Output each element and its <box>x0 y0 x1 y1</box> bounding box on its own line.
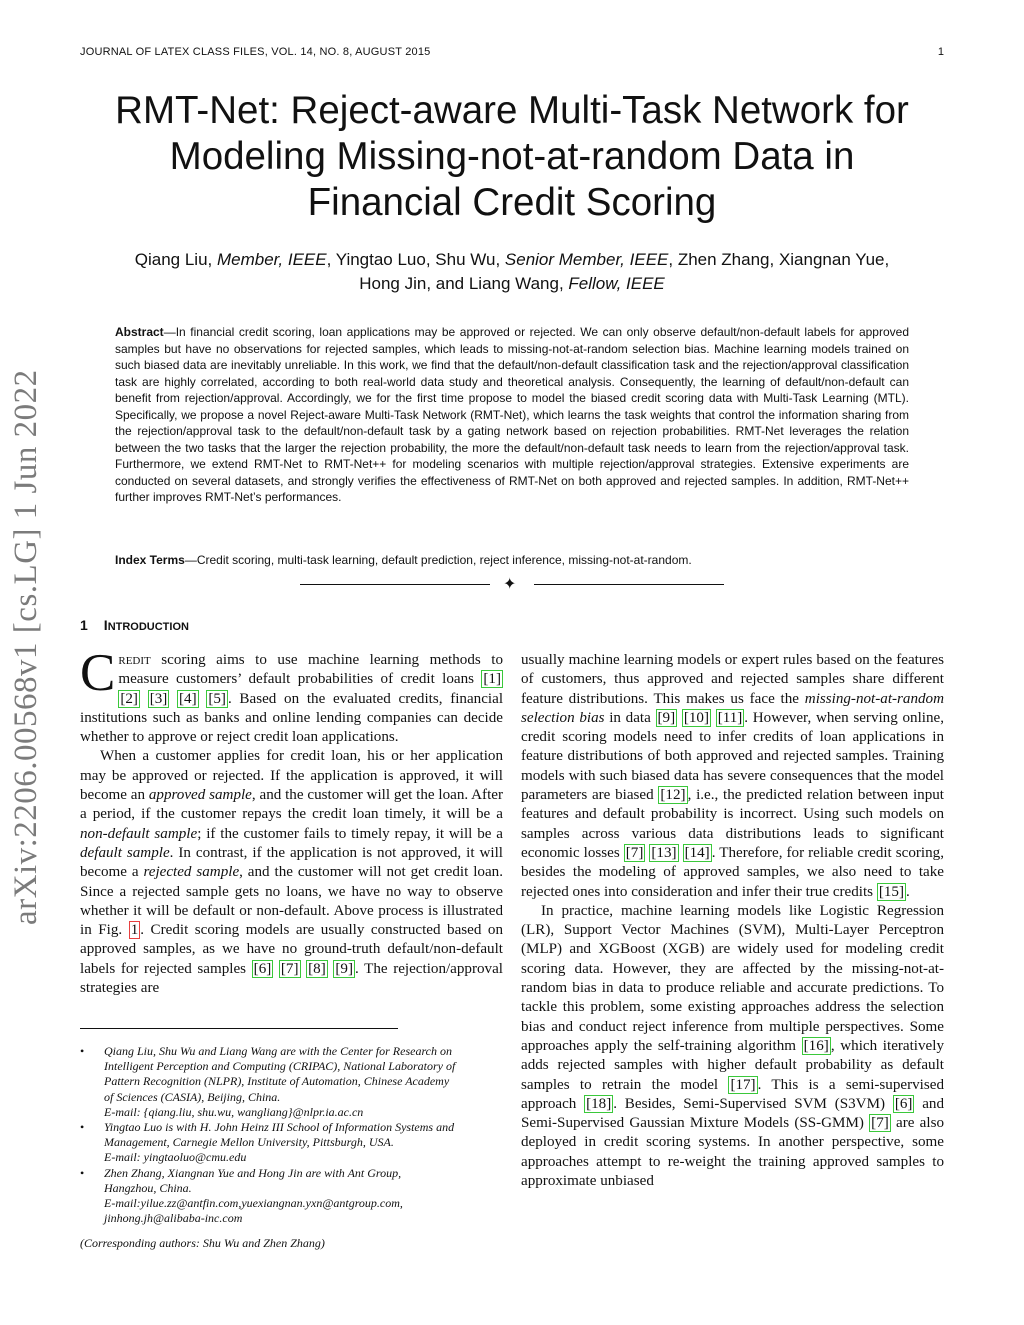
citation-link[interactable]: [15] <box>878 883 904 900</box>
paragraph <box>80 747 503 998</box>
arxiv-identifier: arXiv:2206.00568v1 [cs.LG] 1 Jun 2022 <box>8 369 44 925</box>
emphasis: non-default sample <box>80 825 198 842</box>
citation-link[interactable]: [7] <box>280 960 299 977</box>
citation-link[interactable]: [7] <box>871 1115 889 1132</box>
text: . The rejection/approval strategies are <box>80 960 503 997</box>
citation-link[interactable]: [16] <box>803 1037 829 1054</box>
author-role: Fellow, IEEE <box>568 274 665 293</box>
citation-link[interactable]: [3] <box>149 690 168 707</box>
abstract-text: —In financial credit scoring, loan applications may be approved or rejected. We can only observe default/non-default labels for approved samples but have no observations for rejected samples, which leads to missing-not-at-random selection bias. Machine learning models trained on such biased data are inevitably unreliable. In this work, we find that the default/non-default classification task and the rejection/approval classification task are highly correlated, according to both real-world data study and theoretical analysis. Consequently, the learning of default/non-default can benefit from rejection/approval. Accordingly, we for the first time propose to model the biased credit scoring data with Multi-Task Learning (MTL). Specifically, we propose a novel Reject-aware Multi-Task Network (RMT-Net), which learns the task weights that control the information sharing from the rejection/approval task to the default/non-default task by a gating network based on rejection probabilities. RMT-Net leverages the relation between the two tasks that the larger the rejection probability, the more the default/non-default task needs to learn from the rejection/approval task. Furthermore, we extend RMT-Net to RMT-Net++ for modeling scenarios with multiple rejection/approval strategies. Extensive experiments are conducted on several datasets, and strongly verifies the effectiveness of RMT-Net on both approved and rejected samples. In addition, RMT-Net++ further improves RMT-Net’s performances. <box>115 325 909 504</box>
text: . However, when serving online, credit scoring models need to infer credits of loan applications in feature distributions of both approved and rejected samples. Training models with such biased data has severe consequences that the model parameters are biased <box>521 709 944 804</box>
text: usually machine learning models or expert rules based on the features of customers, thus approved and rejected samples share different feature distributions. This makes us face the <box>521 652 944 707</box>
right-column <box>521 651 944 1191</box>
paper-title <box>80 88 944 226</box>
paragraph <box>80 644 504 747</box>
footnote-line: Yingtao Luo is with H. John Heinz III School of Information Systems and <box>104 1120 455 1135</box>
drop-cap: C <box>80 644 116 702</box>
paragraph <box>521 651 944 902</box>
emphasis: rejected sample <box>143 864 240 881</box>
affiliation-footnote <box>80 1044 503 1120</box>
section-divider <box>300 576 724 592</box>
section-title-initial: I <box>103 617 108 633</box>
citation-link[interactable]: [17] <box>730 1076 756 1093</box>
footnote-email: yuexiangnan.yxn@antgroup.com, <box>241 1196 403 1211</box>
citation-link[interactable]: [14] <box>684 844 710 861</box>
text: in data <box>604 709 656 726</box>
divider-line <box>534 584 724 585</box>
footnote-line: Intelligent Perception and Computing (CRIPAC), National Laboratory of <box>104 1059 456 1074</box>
text: . Based on the evaluated credits, financial institutions such as banks and online lending companies can decide whether to approve or reject credit loan applications. <box>80 690 504 746</box>
index-terms <box>115 552 909 569</box>
citation-link[interactable]: [6] <box>894 1095 913 1112</box>
text: When a customer applies for credit loan, his or her application may be approved or rejected. If the application is approved, it will become an <box>80 748 503 804</box>
affiliation-footnote <box>80 1120 503 1166</box>
author-line <box>80 272 944 296</box>
smallcaps-word: redit <box>118 652 151 668</box>
bullet-icon: • <box>80 1044 85 1058</box>
text: , and the customer will get the loan. After a period, if the customer repays the credit loan timely, it will be a <box>80 787 503 823</box>
text: , and the customer will not get credit loan. Since a rejected sample gets no loans, we have no way to observe whether it will be default or non-default. Above process is illustrated in Fig. <box>80 864 503 939</box>
citation-link[interactable]: [4] <box>179 690 197 707</box>
text: , which iteratively adds rejected samples with higher default probability as default samples to retrain the model <box>521 1037 944 1093</box>
footnote-email: yilue.zz@antfin.com, <box>140 1196 242 1211</box>
footnote-line: Pattern Recognition (NLPR), Institute of Automation, Chinese Academy <box>104 1074 450 1089</box>
paragraph <box>521 902 944 1191</box>
section-number: 1 <box>80 617 88 633</box>
footnote-line: Management, Carnegie Mellon University, Pittsburgh, USA. <box>104 1135 394 1150</box>
footnotes <box>80 1044 503 1252</box>
citation-link[interactable]: [18] <box>586 1095 612 1112</box>
author-names: Hong Jin, and Liang Wang, <box>359 274 569 293</box>
abstract <box>115 324 909 506</box>
title-line: RMT-Net: Reject-aware Multi-Task Network for <box>115 89 909 132</box>
text: . Credit scoring models are usually constructed based on approved samples, as we have no ground-truth default/non-default labels for rejected samples <box>80 922 504 977</box>
author-role: Senior Member, IEEE <box>504 250 669 269</box>
text: , i.e., the predicted relation between input features and default probability is incorrect. Using such models on samples across various data distributions leads to significant economic losses <box>521 787 944 861</box>
abstract-label: Abstract <box>115 325 164 339</box>
title-line: Modeling Missing-not-at-random Data in <box>169 135 855 178</box>
text: . In contrast, if the application is not approved, it will become a <box>80 844 503 881</box>
citation-link[interactable]: [8] <box>308 960 326 977</box>
citation-link[interactable]: [11] <box>717 709 743 726</box>
page-number: 1 <box>937 46 944 58</box>
footnote-email: E-mail: {qiang.liu, shu.wu, wangliang}@nlpr.ia.ac.cn <box>104 1104 364 1119</box>
section-heading <box>80 617 189 633</box>
author-names: , Yingtao Luo, Shu Wu, <box>326 250 505 269</box>
author-names: Qiang Liu, <box>134 250 217 269</box>
text: ; if the customer fails to timely repay, it will be a <box>197 825 503 842</box>
figure-link[interactable]: 1 <box>130 922 139 939</box>
section-title-rest: NTRODUCTION <box>107 621 189 633</box>
emphasis: approved sample <box>148 787 252 804</box>
left-column <box>80 644 504 998</box>
citation-link[interactable]: [6] <box>253 960 272 977</box>
text: scoring aims to use machine learning methods to measure customers’ default probabilities of credit loans <box>118 652 503 688</box>
citation-link[interactable]: [7] <box>625 844 644 861</box>
text: . Therefore, for reliable credit scoring, besides the modeling of approved samples, we also need to take rejected ones into consideration and infer their true credits <box>521 844 944 900</box>
index-terms-text: —Credit scoring, multi-task learning, default prediction, reject inference, missing-not-at-random. <box>184 553 692 567</box>
running-header: JOURNAL OF LATEX CLASS FILES, VOL. 14, NO. 8, AUGUST 2015 <box>80 46 431 58</box>
citation-link[interactable]: [12] <box>660 787 686 804</box>
citation-link[interactable]: [9] <box>657 709 676 726</box>
footnote-email-row <box>104 1196 503 1211</box>
footnote-line: Hangzhou, China. <box>104 1180 192 1195</box>
text: are also deployed in credit scoring systems. In another perspective, some approaches attempt to re-weight the training approved samples to approximate unbiased <box>521 1115 944 1190</box>
divider-line <box>300 584 490 585</box>
diamond-star-icon: ✦ <box>503 576 517 593</box>
emphasis: default sample <box>80 844 170 861</box>
footnote-line: of Sciences (CASIA), Beijing, China. <box>104 1089 281 1104</box>
title-line: Financial Credit Scoring <box>307 181 717 224</box>
footnote-line: Qiang Liu, Shu Wu and Liang Wang are with the Center for Research on <box>104 1044 452 1058</box>
text: and Semi-Supervised Gaussian Mixture Models (SS-GMM) <box>521 1095 944 1132</box>
affiliation-footnote <box>80 1166 503 1227</box>
text: . Besides, Semi-Supervised SVM (S3VM) <box>613 1095 893 1112</box>
footnote-email: jinhong.jh@alibaba-inc.com <box>104 1211 243 1226</box>
citation-link[interactable]: [2] <box>120 690 138 707</box>
citation-link[interactable]: [1] <box>483 671 501 688</box>
citation-link[interactable]: [9] <box>335 960 353 977</box>
text: . This is a semi-supervised approach <box>521 1076 944 1112</box>
email-label: E-mail: <box>104 1196 141 1211</box>
index-terms-label: Index Terms <box>115 553 185 567</box>
text: . <box>905 883 910 900</box>
footnote-line: Zhen Zhang, Xiangnan Yue and Hong Jin are with Ant Group, <box>104 1165 402 1180</box>
emphasis: missing-not-at-random selection bias <box>521 690 944 726</box>
corresponding-authors: (Corresponding authors: Shu Wu and Zhen Zhang) <box>80 1236 325 1251</box>
author-line <box>80 248 944 272</box>
footnote-rule <box>80 1028 398 1029</box>
citation-link[interactable]: [10] <box>683 709 709 726</box>
author-list <box>80 248 944 296</box>
text: In practice, machine learning models like Logistic Regression (LR), Support Vector Machines (SVM), Multi-Layer Perceptron (MLP) and XGBoost (XGB) are widely used for modeling credit scoring data. However, they are affected by the missing-not-at-random bias in data to produce reliable and accurate predictions. To tackle this problem, some existing approaches address the selection bias and conduct reject inference from multiple perspectives. Some approaches apply the self-training algorithm <box>521 902 944 1054</box>
author-names: , Zhen Zhang, Xiangnan Yue, <box>668 250 890 269</box>
footnote-email: E-mail: yingtaoluo@cmu.edu <box>104 1150 247 1165</box>
bullet-icon: • <box>80 1120 85 1135</box>
citation-link[interactable]: [13] <box>651 844 677 861</box>
author-role: Member, IEEE <box>216 250 327 269</box>
bullet-icon: • <box>80 1165 85 1180</box>
citation-link[interactable]: [5] <box>208 690 226 707</box>
